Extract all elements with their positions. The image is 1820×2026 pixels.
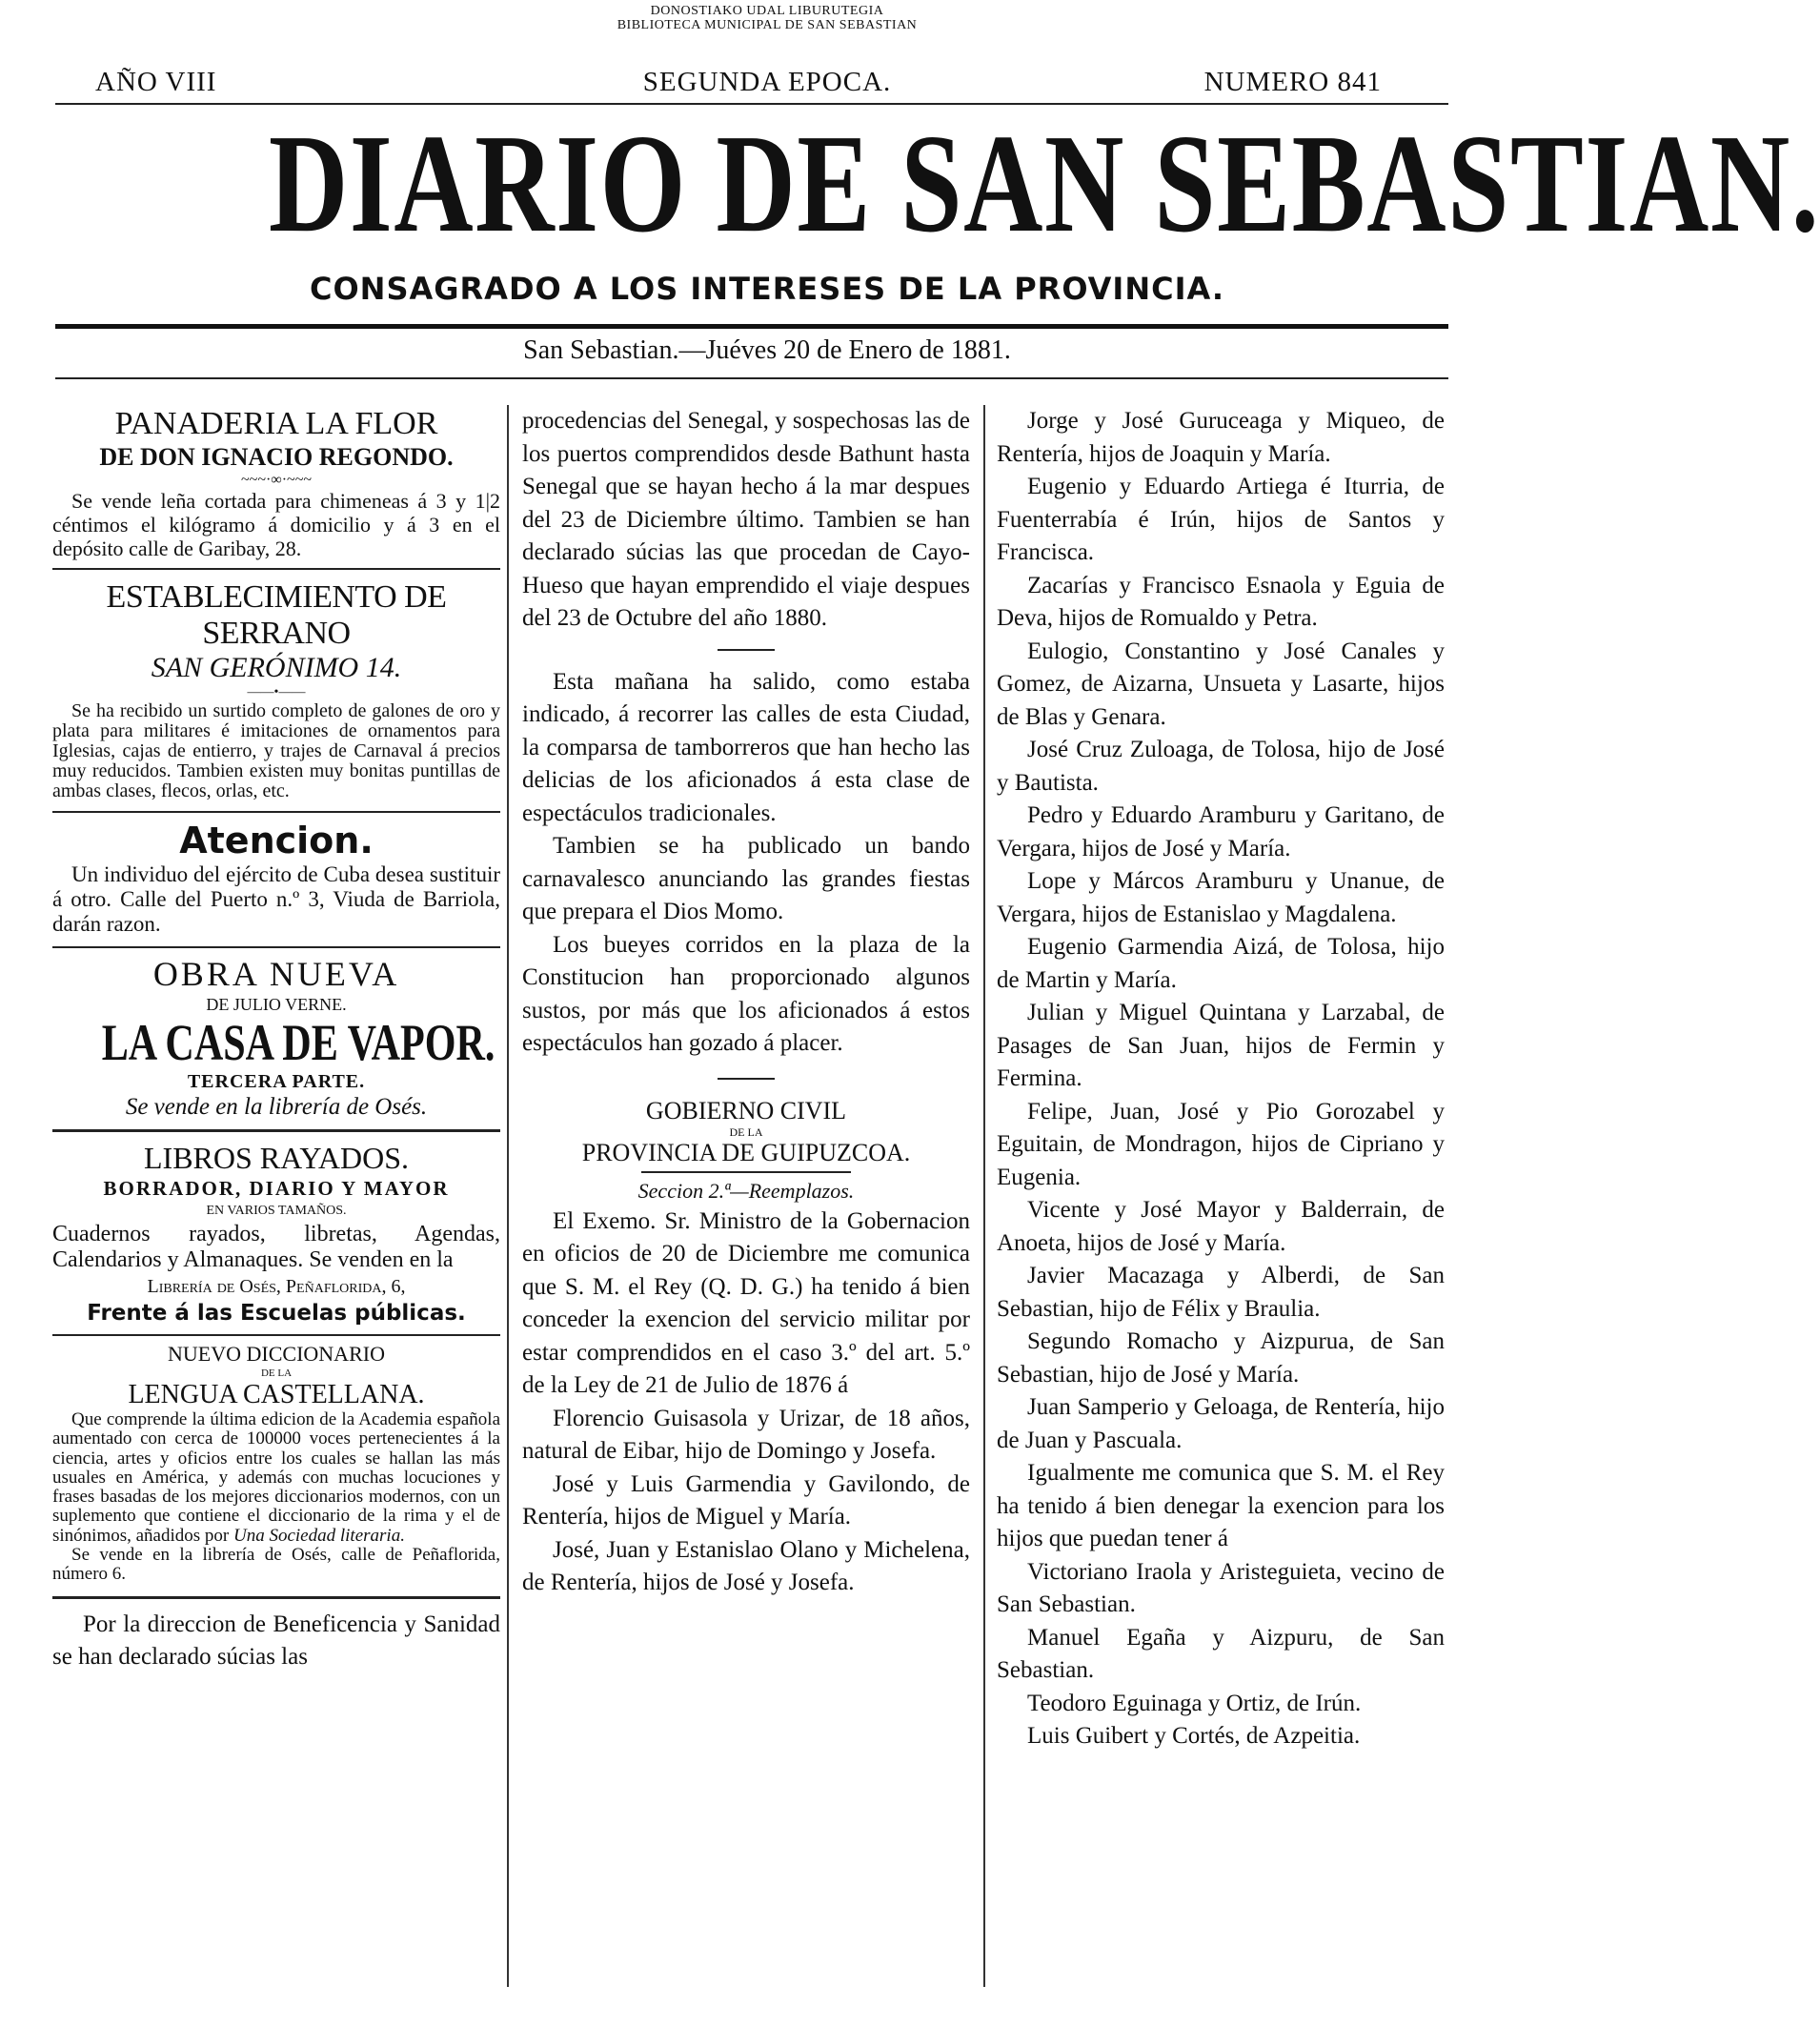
- ad-panaderia-title: PANADERIA LA FLOR: [114, 406, 438, 441]
- library-stamp: [0, 4, 1534, 32]
- dateline: San Sebastian.—Juéves 20 de Enero de 1881.: [523, 335, 1011, 365]
- ad-libros-kinds: BORRADOR, DIARIO Y MAYOR: [103, 1177, 450, 1200]
- masthead-thick-rule: [55, 324, 1448, 329]
- ad-diccionario-de-la: DE LA: [260, 1368, 293, 1379]
- library-stamp-line1: DONOSTIAKO UDAL LIBURUTEGIA: [650, 4, 884, 18]
- ad-divider: [52, 1334, 500, 1336]
- column-separator-2: [983, 405, 985, 1987]
- ad-libros-shop: Librería de Osés, Peñaflorida, 6,: [147, 1276, 406, 1297]
- ad-obra-author: DE JULIO VERNE.: [206, 995, 347, 1014]
- ad-atencion-title: Atencion.: [179, 820, 374, 861]
- ad-divider: [52, 946, 500, 948]
- ad-libros-text: Cuadernos rayados, libretas, Agendas, Calendarios y Almanaques. Se venden en la: [52, 1222, 500, 1272]
- column-middle: [522, 405, 970, 1600]
- article-bueyes: Los bueyes corridos en la plaza de la Constitucion han proporcionado algunos sustos, por más que los aficionados á estos espectáculos han gozado á placer.: [522, 931, 970, 1056]
- list-item: José Cruz Zuloaga, de Tolosa, hijo de José y Bautista.: [997, 737, 1445, 796]
- ad-libros-sizes: EN VARIOS TAMAÑOS.: [206, 1204, 347, 1218]
- list-item: Segundo Romacho y Aizpurua, de San Sebastian, hijo de José y María.: [997, 1328, 1445, 1388]
- gobierno-de-la: DE LA: [729, 1124, 763, 1139]
- article-separator: [718, 649, 775, 651]
- ad-libros-title: LIBROS RAYADOS.: [144, 1141, 409, 1175]
- list-item: Zacarías y Francisco Esnaola y Eguia de Deva, hijos de Romualdo y Petra.: [997, 572, 1445, 631]
- exemption-olano: José, Juan y Estanislao Olano y Michelena, de Rentería, hijos de José y Josefa.: [522, 1536, 970, 1595]
- column-separator-1: [507, 405, 509, 1987]
- ad-diccionario-sale: Se vende en la librería de Osés, calle de Peñaflorida, número 6.: [52, 1545, 500, 1585]
- ad-libros-location: Frente á las Escuelas públicas.: [87, 1301, 466, 1326]
- ad-diccionario-body: [52, 1410, 500, 1546]
- ad-panaderia-subtitle: DE DON IGNACIO REGONDO.: [99, 443, 454, 471]
- list-item: Javier Macazaga y Alberdi, de San Sebastian, hijo de Félix y Braulia.: [997, 1263, 1445, 1322]
- list-item: Teodoro Eguinaga y Ortiz, de Irún.: [1027, 1690, 1362, 1716]
- list-item: Jorge y José Guruceaga y Miqueo, de Rentería, hijos de Joaquin y María.: [997, 408, 1445, 467]
- gobierno-rule: [641, 1171, 851, 1173]
- ad-obra-book: LA CASA DE VAPOR.: [101, 1014, 495, 1071]
- list-item: Lope y Márcos Aramburu y Unanue, de Vergara, hijos de Estanislao y Magdalena.: [997, 868, 1445, 927]
- article-separator: [718, 1078, 775, 1080]
- ad-divider: [52, 568, 500, 570]
- ornament-icon: ——•——: [247, 685, 306, 699]
- ad-diccionario-lengua: LENGUA CASTELLANA.: [128, 1380, 425, 1409]
- ad-serrano-title: ESTABLECIMIENTO DE SERRANO: [106, 579, 447, 651]
- ad-obra-title: OBRA NUEVA: [152, 955, 400, 993]
- ad-obra-part: TERCERA PARTE.: [187, 1071, 366, 1092]
- ad-panaderia-text: Se vende leña cortada para chimeneas á 3 y 1|2 céntimos el kilógramo á domicilio y á 3 en el depósito calle de Garibay, 28.: [52, 489, 500, 560]
- exemption-guisasola: Florencio Guisasola y Urizar, de 18 años, natural de Eibar, hijo de Domingo y Josefa.: [522, 1405, 970, 1464]
- article-bando: Tambien se ha publicado un bando carnavalesco anunciando las grandes fiestas que prepara el Dios Momo.: [522, 833, 970, 924]
- library-stamp-line2: BIBLIOTECA MUNICIPAL DE SAN SEBASTIAN: [617, 18, 918, 32]
- gobierno-title: GOBIERNO CIVIL: [645, 1096, 847, 1124]
- list-item: Eulogio, Constantino y José Canales y Gomez, de Aizarna, Unsueta y Lasarte, hijos de Blas y Genara.: [997, 638, 1445, 730]
- article-tamborreros: Esta mañana ha salido, como estaba indicado, á recorrer las calles de esta Ciudad, la comparsa de tamborreros que han hecho las delicias de los aficionados á esta clase de espectáculos tradicionales.: [522, 668, 970, 826]
- list-item: Juan Samperio y Geloaga, de Rentería, hijo de Juan y Pascuala.: [997, 1394, 1445, 1453]
- list-item: Victoriano Iraola y Aristeguieta, vecino de San Sebastian.: [997, 1558, 1445, 1617]
- epoch-label: SEGUNDA EPOCA.: [642, 67, 892, 97]
- exemption-garmendia: José y Luis Garmendia y Gavilondo, de Rentería, hijos de Miguel y María.: [522, 1470, 970, 1530]
- ad-atencion: [52, 819, 500, 937]
- ad-diccionario: [52, 1342, 500, 1585]
- ad-diccionario-society: Una Sociedad literaria.: [233, 1525, 405, 1546]
- top-rule: [55, 103, 1448, 105]
- list-item: Luis Guibert y Cortés, de Azpeitia.: [1027, 1723, 1361, 1749]
- gobierno-province: PROVINCIA DE GUIPUZCOA.: [581, 1138, 911, 1166]
- list-item: Felipe, Juan, José y Pio Gorozabel y Eguitain, de Mondragon, hijos de Cipriano y Eugenia.: [997, 1098, 1445, 1190]
- column1-article-text: Por la direccion de Beneficencia y Sanidad se han declarado súcias las: [52, 1611, 500, 1670]
- ad-obra-nueva: [52, 954, 500, 1122]
- gobierno-decree: El Exemo. Sr. Ministro de la Gobernacion en oficios de 20 de Diciembre me comunica que S. M. el Rey (Q. D. G.) ha tenido á bien conceder la exencion del servicio militar por estar comprendidos en el caso 3.º del art. 5.º de la Ley de 21 de Julio de 1876 á: [522, 1207, 970, 1398]
- list-item: Vicente y José Mayor y Balderrain, de Anoeta, hijos de José y María.: [997, 1197, 1445, 1256]
- list-item: Igualmente me comunica que S. M. el Rey ha tenido á bien denegar la exencion para los hijos que puedan tener á: [997, 1460, 1445, 1551]
- ad-serrano-subtitle: SAN GERÓNIMO 14.: [151, 652, 402, 683]
- list-item: Eugenio Garmendia Aizá, de Tolosa, hijo de Martin y María.: [997, 934, 1445, 993]
- ad-atencion-text: Un individuo del ejército de Cuba desea sustituir á otro. Calle del Puerto n.º 3, Viuda de Barriola, darán razon.: [52, 862, 500, 936]
- list-item: Pedro y Eduardo Aramburu y Garitano, de Vergara, hijos de José y María.: [997, 802, 1445, 861]
- year-label: AÑO VIII: [95, 67, 217, 97]
- ad-divider: [52, 811, 500, 813]
- column-ads: [52, 405, 500, 1673]
- gobierno-section: Seccion 2.ª—Reemplazos.: [637, 1178, 855, 1203]
- ad-diccionario-title: NUEVO DICCIONARIO: [168, 1342, 385, 1366]
- ad-divider: [52, 1596, 500, 1599]
- dateline-rule: [55, 377, 1448, 379]
- column-right: [997, 405, 1445, 1753]
- ad-divider: [52, 1129, 500, 1132]
- ad-libros: [52, 1140, 500, 1327]
- ornament-icon: ~~~·∞·~~~: [241, 472, 312, 488]
- ad-serrano-text: Se ha recibido un surtido completo de galones de oro y plata para militares é imitaciones de ornamentos para Iglesias, cajas de entierro, y trajes de Carnaval á precios muy reducidos. Tambien existen muy bonitas puntillas de ambas clases, flecos, orlas, etc.: [52, 700, 500, 801]
- article-senegal: procedencias del Senegal, y sospechosas las de los puertos comprendidos desde Bathunt hasta Senegal que se hayan hecho á la mar despues del 23 de Diciembre último. Tambien se han declarado súcias las que procedan de Cayo-Hueso que hayan emprendido el viaje despues del 23 de Octubre del año 1880.: [522, 408, 970, 631]
- list-item: Julian y Miguel Quintana y Larzabal, de Pasages de San Juan, hijos de Fermin y Fermina.: [997, 1000, 1445, 1091]
- ad-serrano: [52, 579, 500, 801]
- ad-diccionario-text: Que comprende la última edicion de la Academia española aumentado con cerca de 100000 voces pertenecientes á la ciencia, artes y oficios entre los cuales se hallan las más usuales en América, y además con muchas locuciones y frases basadas de los mejores diccionarios modernos, con un suplemento que contiene el diccionario de la rima y el de sinónimos, añadidos por: [52, 1409, 500, 1546]
- ad-panaderia: [52, 405, 500, 560]
- list-item: Manuel Egaña y Aizpuru, de San Sebastian.: [997, 1624, 1445, 1683]
- newspaper-title: DIARIO DE SAN SEBASTIAN.: [268, 106, 1820, 262]
- ad-obra-note: Se vende en la librería de Osés.: [125, 1094, 428, 1120]
- issue-number: NUMERO 841: [1203, 67, 1382, 97]
- newspaper-subtitle: CONSAGRADO A LOS INTERESES DE LA PROVINCIA.: [309, 271, 1225, 307]
- list-item: Eugenio y Eduardo Artiega é Iturria, de Fuenterrabía é Irún, hijos de Santos y Francisca.: [997, 474, 1445, 565]
